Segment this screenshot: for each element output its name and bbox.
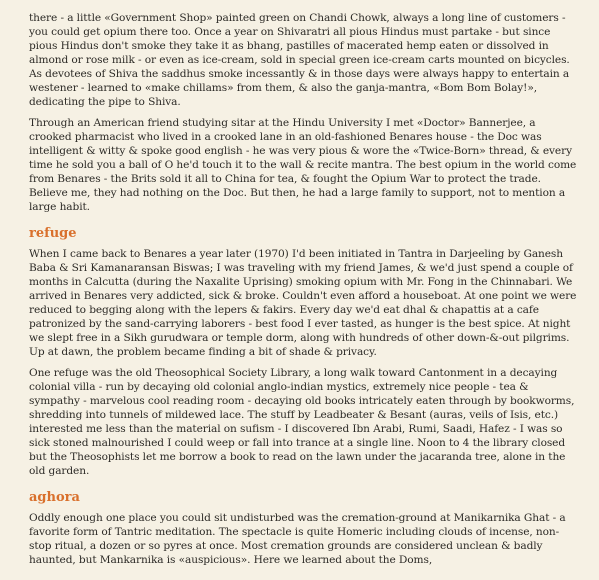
- paragraph-doctor-bannerjee: Through an American friend studying sitar at the Hindu University I met «Doctor» Bannerjee, a crooked pharmacist who lived in a crooked lane in an old-fashioned Benares house - the Doc was intelligent & witty & spoke good english - he was very pious & wore the «Twice-Born» thread, & every time he sold you a ball of O he'd touch it to the wall & recite mantra. The best opium in the world come from Benares - the Brits sold it all to China for tea, & fought the Opium War to protect the trade. Believe me, they had nothing on the Doc. But then, he had a large family to support, not to mention a large habit.: [29, 117, 577, 213]
- paragraph-return-to-benares: When I came back to Benares a year later (1970) I'd been initiated in Tantra in Darjeeling by Ganesh Baba & Sri Kamanaransan Biswas; I was traveling with my friend James, & we'd just spend a couple of months in Calcutta (during the Naxalite Uprising) smoking opium with Mr. Fong in the Chinnabari. We arrived in Benares very addicted, sick & broke. Couldn't even afford a houseboat. At one point we were reduced to begging along with the lepers & fakirs. Every day we'd eat dhal & chapattis at a cafe patronized by the sand-carrying laborers - best food I ever tasted, as hunger is the best spice. At night we slept free in a Sikh gurudwara or temple dorm, along with hundreds of other down-&-out pilgrims. Up at dawn, the problem became finding a bit of shade & privacy.: [29, 248, 577, 358]
- section-heading-refuge: refuge: [29, 226, 77, 241]
- paragraph-chandi-chowk: there - a little «Government Shop» painted green on Chandi Chowk, always a long line of customers - you could get opium there too. Once a year on Shivaratri all pious Hindus must partake - but since pious Hindus don't smoke they take it as bhang, pastilles of macerated hemp eaten or dissolved in almond or rose milk - or even as ice-cream, sold in special green ice-cream carts mounted on bicycles. As devotees of Shiva the saddhus smoke incessantly & in those days were always happy to entertain a westener - learned to «make chillams» from them, & also the ganja-mantra, «Bom Bom Bolay!», dedicating the pipe to Shiva.: [29, 12, 570, 108]
- paragraph-cremation-ground: Oddly enough one place you could sit undisturbed was the cremation-ground at Manikarnika Ghat - a favorite form of Tantric meditation. The spectacle is quite Homeric including clouds of incense, non-stop ritual, a dozen or so pyres at once. Most cremation grounds are considered unclean & badly haunted, but Mankarnika is «auspicious». Here we learned about the Doms,: [29, 512, 566, 566]
- paragraph-theosophical-library: One refuge was the old Theosophical Society Library, a long walk toward Cantonment in a decaying colonial villa - run by decaying old colonial anglo-indian mystics, extremely nice people - tea & sympathy - marvelous cool reading room - decaying old books intricately eaten through by bookworms, shredding into tunnels of mildewed lace. The stuff by Leadbeater & Besant (auras, veils of Isis, etc.) interested me less than the material on sufism - I discovered Ibn Arabi, Rumi, Saadi, Hafez - I was so sick stoned malnourished I could weep or fall into trance at a single line. Noon to 4 the library closed but the Theosophists let me borrow a book to read on the lawn under the jacaranda tree, alone in the old garden.: [29, 367, 575, 477]
- section-heading-aghora: aghora: [29, 490, 80, 505]
